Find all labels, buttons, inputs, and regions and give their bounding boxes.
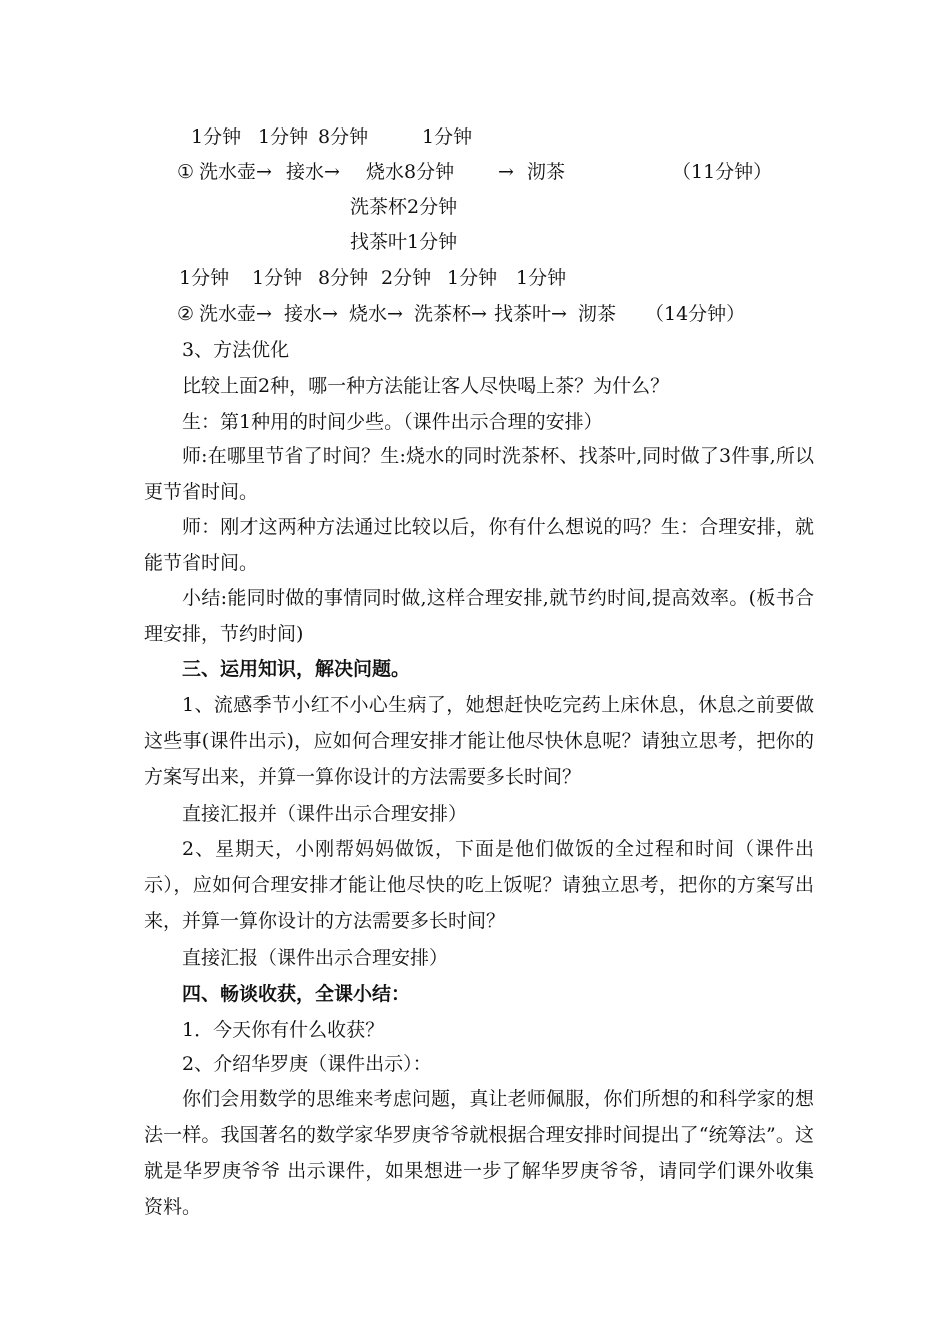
d2-time-1: 1分钟 [179,267,230,289]
d1-step-3: 烧水8分钟 [366,161,455,183]
d1-step-4: 沏茶 [527,161,566,183]
paragraph-closing: 你们会用数学的思维来考虑问题，真让老师佩服，你们所想的和科学家的想法一样。我国著名的数学家华罗庚爷爷就根据合理安排时间提出了“统筹法”。这就是华罗庚爷爷 出示课件，如果想进一步了解华罗庚爷爷，请同学们课外收集资料。 [144,1088,814,1218]
d2-time-4: 2分钟 [381,267,432,289]
d2-time-3: 8分钟 [318,267,369,289]
section-heading-method-optimization: 3、方法优化 [182,339,290,361]
d1-label: ① [177,161,195,183]
d2-label: ② [177,303,195,325]
d1-step-1: 洗水壶→ [199,161,272,183]
d2-time-6: 1分钟 [516,267,567,289]
d2-step-3: 烧水→ [349,303,403,325]
paragraph-teacher-question-1: 师:在哪里节省了时间？生:烧水的同时洗茶杯、找茶叶,同时做了3件事,所以更节省时间。 [144,445,814,503]
paragraph-student-answer: 生：第1种用的时间少些。（课件出示合理的安排） [182,411,603,433]
d1-time-4: 1分钟 [422,126,473,148]
section-heading-apply: 三、运用知识，解决问题。 [182,658,411,680]
d2-step-2: 接水→ [284,303,338,325]
section-heading-summary: 四、畅谈收获，全课小结： [182,983,411,1005]
paragraph-exercise-1: 1、流感季节小红不小心生病了，她想赶快吃完药上床休息，休息之前要做这些事(课件出示)，应如何合理安排才能让他尽快休息呢？请独立思考，把你的方案写出来，并算一算你设计的方法需要多长时间？ [144,694,814,788]
paragraph-compare-question: 比较上面2种，哪一种方法能让客人尽快喝上茶？为什么？ [182,375,670,397]
paragraph-summary: 小结:能同时做的事情同时做,这样合理安排,就节约时间,提高效率。(板书合理安排，节约时间) [144,587,814,645]
d2-step-4: 洗茶杯→ [414,303,487,325]
d1-parallel-2: 找茶叶1分钟 [350,231,458,253]
paragraph-harvest-question: 1．今天你有什么收获？ [182,1019,385,1041]
paragraph-teacher-question-2: 师：刚才这两种方法通过比较以后，你有什么想说的吗？生：合理安排，就能节省时间。 [144,516,814,574]
d1-time-2: 1分钟 [258,126,309,148]
d1-total: （11分钟） [672,161,773,183]
paragraph-hua-luogeng-intro: 2、介绍华罗庚（课件出示）： [182,1053,432,1075]
d1-time-1: 1分钟 [191,126,242,148]
d1-parallel-1: 洗茶杯2分钟 [350,196,458,218]
d1-time-3: 8分钟 [318,126,369,148]
d2-step-6: 沏茶 [578,303,617,325]
paragraph-exercise-2: 2、星期天，小刚帮妈妈做饭，下面是他们做饭的全过程和时间（课件出示），应如何合理安排才能让他尽快的吃上饭呢？请独立思考，把你的方案写出来，并算一算你设计的方法需要多长时间？ [144,838,814,932]
d2-step-1: 洗水壶→ [199,303,272,325]
d1-arrow: → [498,161,514,183]
d2-total: （14分钟） [645,303,746,325]
paragraph-report-2: 直接汇报（课件出示合理安排） [182,947,449,969]
paragraph-report-1: 直接汇报并（课件出示合理安排） [182,803,468,825]
d2-step-5: 找茶叶→ [494,303,567,325]
d1-step-2: 接水→ [286,161,340,183]
d2-time-2: 1分钟 [252,267,303,289]
d2-time-5: 1分钟 [447,267,498,289]
